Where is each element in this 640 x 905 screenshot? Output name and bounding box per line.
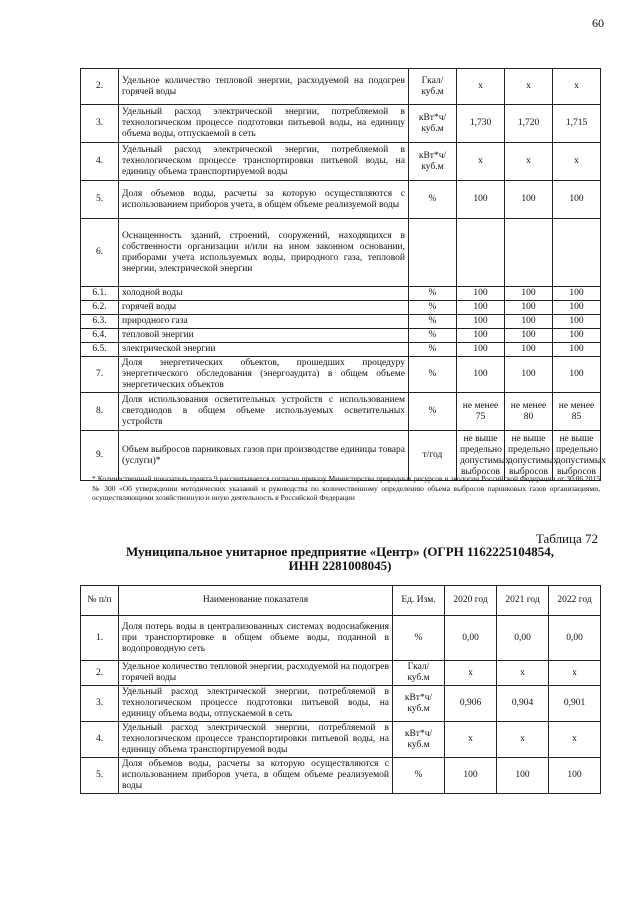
cell-num: 4. xyxy=(81,722,119,758)
table1-body xyxy=(81,69,607,481)
cell-v2020: x xyxy=(457,143,505,181)
table-row xyxy=(81,616,601,661)
table-row xyxy=(81,287,601,301)
cell-unit: % xyxy=(393,758,445,794)
cell-unit: % xyxy=(409,329,457,343)
cell-unit: т/год xyxy=(409,431,457,481)
table-row xyxy=(81,722,601,758)
cell-v2020: 100 xyxy=(457,181,505,219)
cell-num: 1. xyxy=(81,616,119,661)
cell-unit: кВт*ч/ куб.м xyxy=(393,686,445,722)
cell-v2021: x xyxy=(505,143,553,181)
cell-unit: Гкал/ куб.м xyxy=(409,69,457,105)
cell-v2021: x xyxy=(497,661,549,686)
cell-num: 3. xyxy=(81,686,119,722)
cell-name: тепловой энергии xyxy=(119,329,409,343)
cell-v2021: 0,904 xyxy=(497,686,549,722)
cell-v2020: 100 xyxy=(457,343,505,357)
cell-name: холодной воды xyxy=(119,287,409,301)
cell-v2021: x xyxy=(497,722,549,758)
table-row xyxy=(81,105,601,143)
cell-name: Удельный расход электрической энергии, потребляемой в технологическом процессе подготовки питьевой воды, на единицу объема воды, отпускаемой в сеть xyxy=(119,686,393,722)
cell-v2020: 100 xyxy=(457,329,505,343)
cell-num: 6.4. xyxy=(81,329,119,343)
cell-name: Оснащенность зданий, строений, сооружений, находящихся в собственности организации и/или на ином законном основании, приборами учета используемых воды, природного газа, тепловой энергии, электрической энергии xyxy=(119,219,409,287)
cell-unit: % xyxy=(409,343,457,357)
cell-unit: % xyxy=(409,315,457,329)
header-2021: 2021 год xyxy=(497,586,549,616)
cell-v2020: 100 xyxy=(457,315,505,329)
cell-v2022: не менее 85 xyxy=(553,393,601,431)
indicators-table-continued xyxy=(80,68,607,481)
cell-name: природного газа xyxy=(119,315,409,329)
cell-v2021: 100 xyxy=(505,357,553,393)
cell-v2021: 100 xyxy=(505,315,553,329)
cell-name: Доля объемов воды, расчеты за которую осуществляются с использованием приборов учета, в общем объеме реализуемой воды xyxy=(119,181,409,219)
cell-v2020: 100 xyxy=(457,357,505,393)
table-row xyxy=(81,315,601,329)
cell-v2022: 100 xyxy=(553,357,601,393)
table-header-row xyxy=(81,586,601,616)
cell-v2021: 100 xyxy=(505,329,553,343)
table-title: Муниципальное унитарное предприятие «Центр» (ОГРН 1162225104854, ИНН 2281008045) xyxy=(125,544,555,573)
table-row xyxy=(81,357,601,393)
cell-num: 6.2. xyxy=(81,301,119,315)
cell-num: 2. xyxy=(81,661,119,686)
cell-v2021: 0,00 xyxy=(497,616,549,661)
table-row xyxy=(81,343,601,357)
cell-v2022: 100 xyxy=(553,329,601,343)
cell-unit xyxy=(409,219,457,287)
cell-unit: кВт*ч/ куб.м xyxy=(409,143,457,181)
cell-unit: % xyxy=(409,287,457,301)
cell-v2020 xyxy=(457,219,505,287)
cell-v2021: 100 xyxy=(505,287,553,301)
table-row xyxy=(81,686,601,722)
cell-unit: кВт*ч/ куб.м xyxy=(409,105,457,143)
cell-v2020: не менее 75 xyxy=(457,393,505,431)
cell-num: 2. xyxy=(81,69,119,105)
cell-v2021: не выше предельно допустимых выбросов xyxy=(505,431,553,481)
cell-unit: % xyxy=(409,301,457,315)
cell-v2022: 100 xyxy=(553,315,601,329)
cell-num: 3. xyxy=(81,105,119,143)
cell-num: 9. xyxy=(81,431,119,481)
table2-body xyxy=(81,616,601,794)
cell-v2022: x xyxy=(549,722,601,758)
header-unit: Ед. Изм. xyxy=(393,586,445,616)
cell-unit: % xyxy=(393,616,445,661)
cell-v2020: 1,730 xyxy=(457,105,505,143)
cell-v2020: x xyxy=(445,722,497,758)
cell-v2020: не выше предельно допустимых выбросов xyxy=(457,431,505,481)
cell-name: Доля потерь воды в централизованных системах водоснабжения при транспортировке в общем объеме воды, поданной в водопроводную сеть xyxy=(119,616,393,661)
cell-v2021: x xyxy=(505,69,553,105)
cell-unit: % xyxy=(409,181,457,219)
header-name: Наименование показателя xyxy=(119,586,393,616)
cell-v2020: x xyxy=(457,69,505,105)
cell-num: 6.5. xyxy=(81,343,119,357)
cell-name: Удельное количество тепловой энергии, расходуемой на подогрев горячей воды xyxy=(119,69,409,105)
cell-v2021: 100 xyxy=(497,758,549,794)
header-2020: 2020 год xyxy=(445,586,497,616)
cell-v2021: 100 xyxy=(505,343,553,357)
footnote: * Количественный показатель пункта 9 рассчитывается согласно приказу Министерства природных ресурсов и экологии Российской Федерации от 30.06.2015 № 300 «Об утверждении методических указаний и руководства по количественному определению объема выбросов парниковых газов организациями, осуществляющими хозяйственную и иную деятельность в Российской Федерации xyxy=(92,474,600,502)
cell-v2022: 100 xyxy=(549,758,601,794)
cell-v2022: 100 xyxy=(553,181,601,219)
table-row xyxy=(81,661,601,686)
cell-v2022: 100 xyxy=(553,343,601,357)
cell-unit: Гкал/ куб.м xyxy=(393,661,445,686)
cell-unit: % xyxy=(409,393,457,431)
cell-name: Объем выбросов парниковых газов при производстве единицы товара (услуги)* xyxy=(119,431,409,481)
cell-unit: % xyxy=(409,357,457,393)
cell-v2022: 100 xyxy=(553,301,601,315)
cell-num: 7. xyxy=(81,357,119,393)
table-row xyxy=(81,69,601,105)
cell-v2022: 1,715 xyxy=(553,105,601,143)
cell-v2022: не выше предельно допустимых выбросов xyxy=(553,431,601,481)
cell-num: 8. xyxy=(81,393,119,431)
indicators-table-72 xyxy=(80,585,601,794)
cell-v2022: 100 xyxy=(553,287,601,301)
header-num: № п/п xyxy=(81,586,119,616)
cell-v2022: x xyxy=(549,661,601,686)
cell-v2021: не менее 80 xyxy=(505,393,553,431)
cell-v2020: x xyxy=(445,661,497,686)
cell-v2021: 100 xyxy=(505,301,553,315)
table-row xyxy=(81,329,601,343)
cell-name: Удельный расход электрической энергии, потребляемой в технологическом процессе транспортировки питьевой воды, на единицу объема транспортируемой воды xyxy=(119,143,409,181)
cell-v2020: 0,00 xyxy=(445,616,497,661)
cell-name: Удельное количество тепловой энергии, расходуемой на подогрев горячей воды xyxy=(119,661,393,686)
cell-num: 4. xyxy=(81,143,119,181)
cell-v2021: 1,720 xyxy=(505,105,553,143)
cell-name: электрической энергии xyxy=(119,343,409,357)
cell-v2020: 100 xyxy=(457,301,505,315)
cell-v2021: 100 xyxy=(505,181,553,219)
cell-num: 5. xyxy=(81,758,119,794)
cell-num: 5. xyxy=(81,181,119,219)
cell-name: горячей воды xyxy=(119,301,409,315)
cell-v2022: 0,901 xyxy=(549,686,601,722)
cell-name: Доля использования осветительных устройств с использованием светодиодов в общем объеме используемых осветительных устройств xyxy=(119,393,409,431)
cell-num: 6. xyxy=(81,219,119,287)
cell-v2022 xyxy=(553,219,601,287)
table-row xyxy=(81,301,601,315)
table-row xyxy=(81,758,601,794)
page-number: 60 xyxy=(592,16,604,30)
cell-v2022: 0,00 xyxy=(549,616,601,661)
cell-v2020: 100 xyxy=(445,758,497,794)
table-row xyxy=(81,143,601,181)
table-label: Таблица 72 xyxy=(535,531,598,546)
table-row xyxy=(81,431,601,481)
table-row xyxy=(81,393,601,431)
cell-name: Удельный расход электрической энергии, потребляемой в технологическом процессе транспортировки питьевой воды, на единицу объема транспортируемой воды xyxy=(119,722,393,758)
cell-v2020: 0,906 xyxy=(445,686,497,722)
header-2022: 2022 год xyxy=(549,586,601,616)
cell-v2022: x xyxy=(553,143,601,181)
cell-name: Доля энергетических объектов, прошедших процедуру энергетического обследования (энергоаудита) в общем объеме энергетических объектов xyxy=(119,357,409,393)
cell-v2021 xyxy=(505,219,553,287)
cell-v2020: 100 xyxy=(457,287,505,301)
cell-num: 6.3. xyxy=(81,315,119,329)
cell-num: 6.1. xyxy=(81,287,119,301)
cell-unit: кВт*ч/ куб.м xyxy=(393,722,445,758)
table-row xyxy=(81,219,601,287)
cell-v2022: x xyxy=(553,69,601,105)
cell-name: Удельный расход электрической энергии, потребляемой в технологическом процессе подготовки питьевой воды, на единицу объема воды, отпускаемой в сеть xyxy=(119,105,409,143)
cell-name: Доля объемов воды, расчеты за которую осуществляются с использованием приборов учета, в общем объеме реализуемой воды xyxy=(119,758,393,794)
table-row xyxy=(81,181,601,219)
